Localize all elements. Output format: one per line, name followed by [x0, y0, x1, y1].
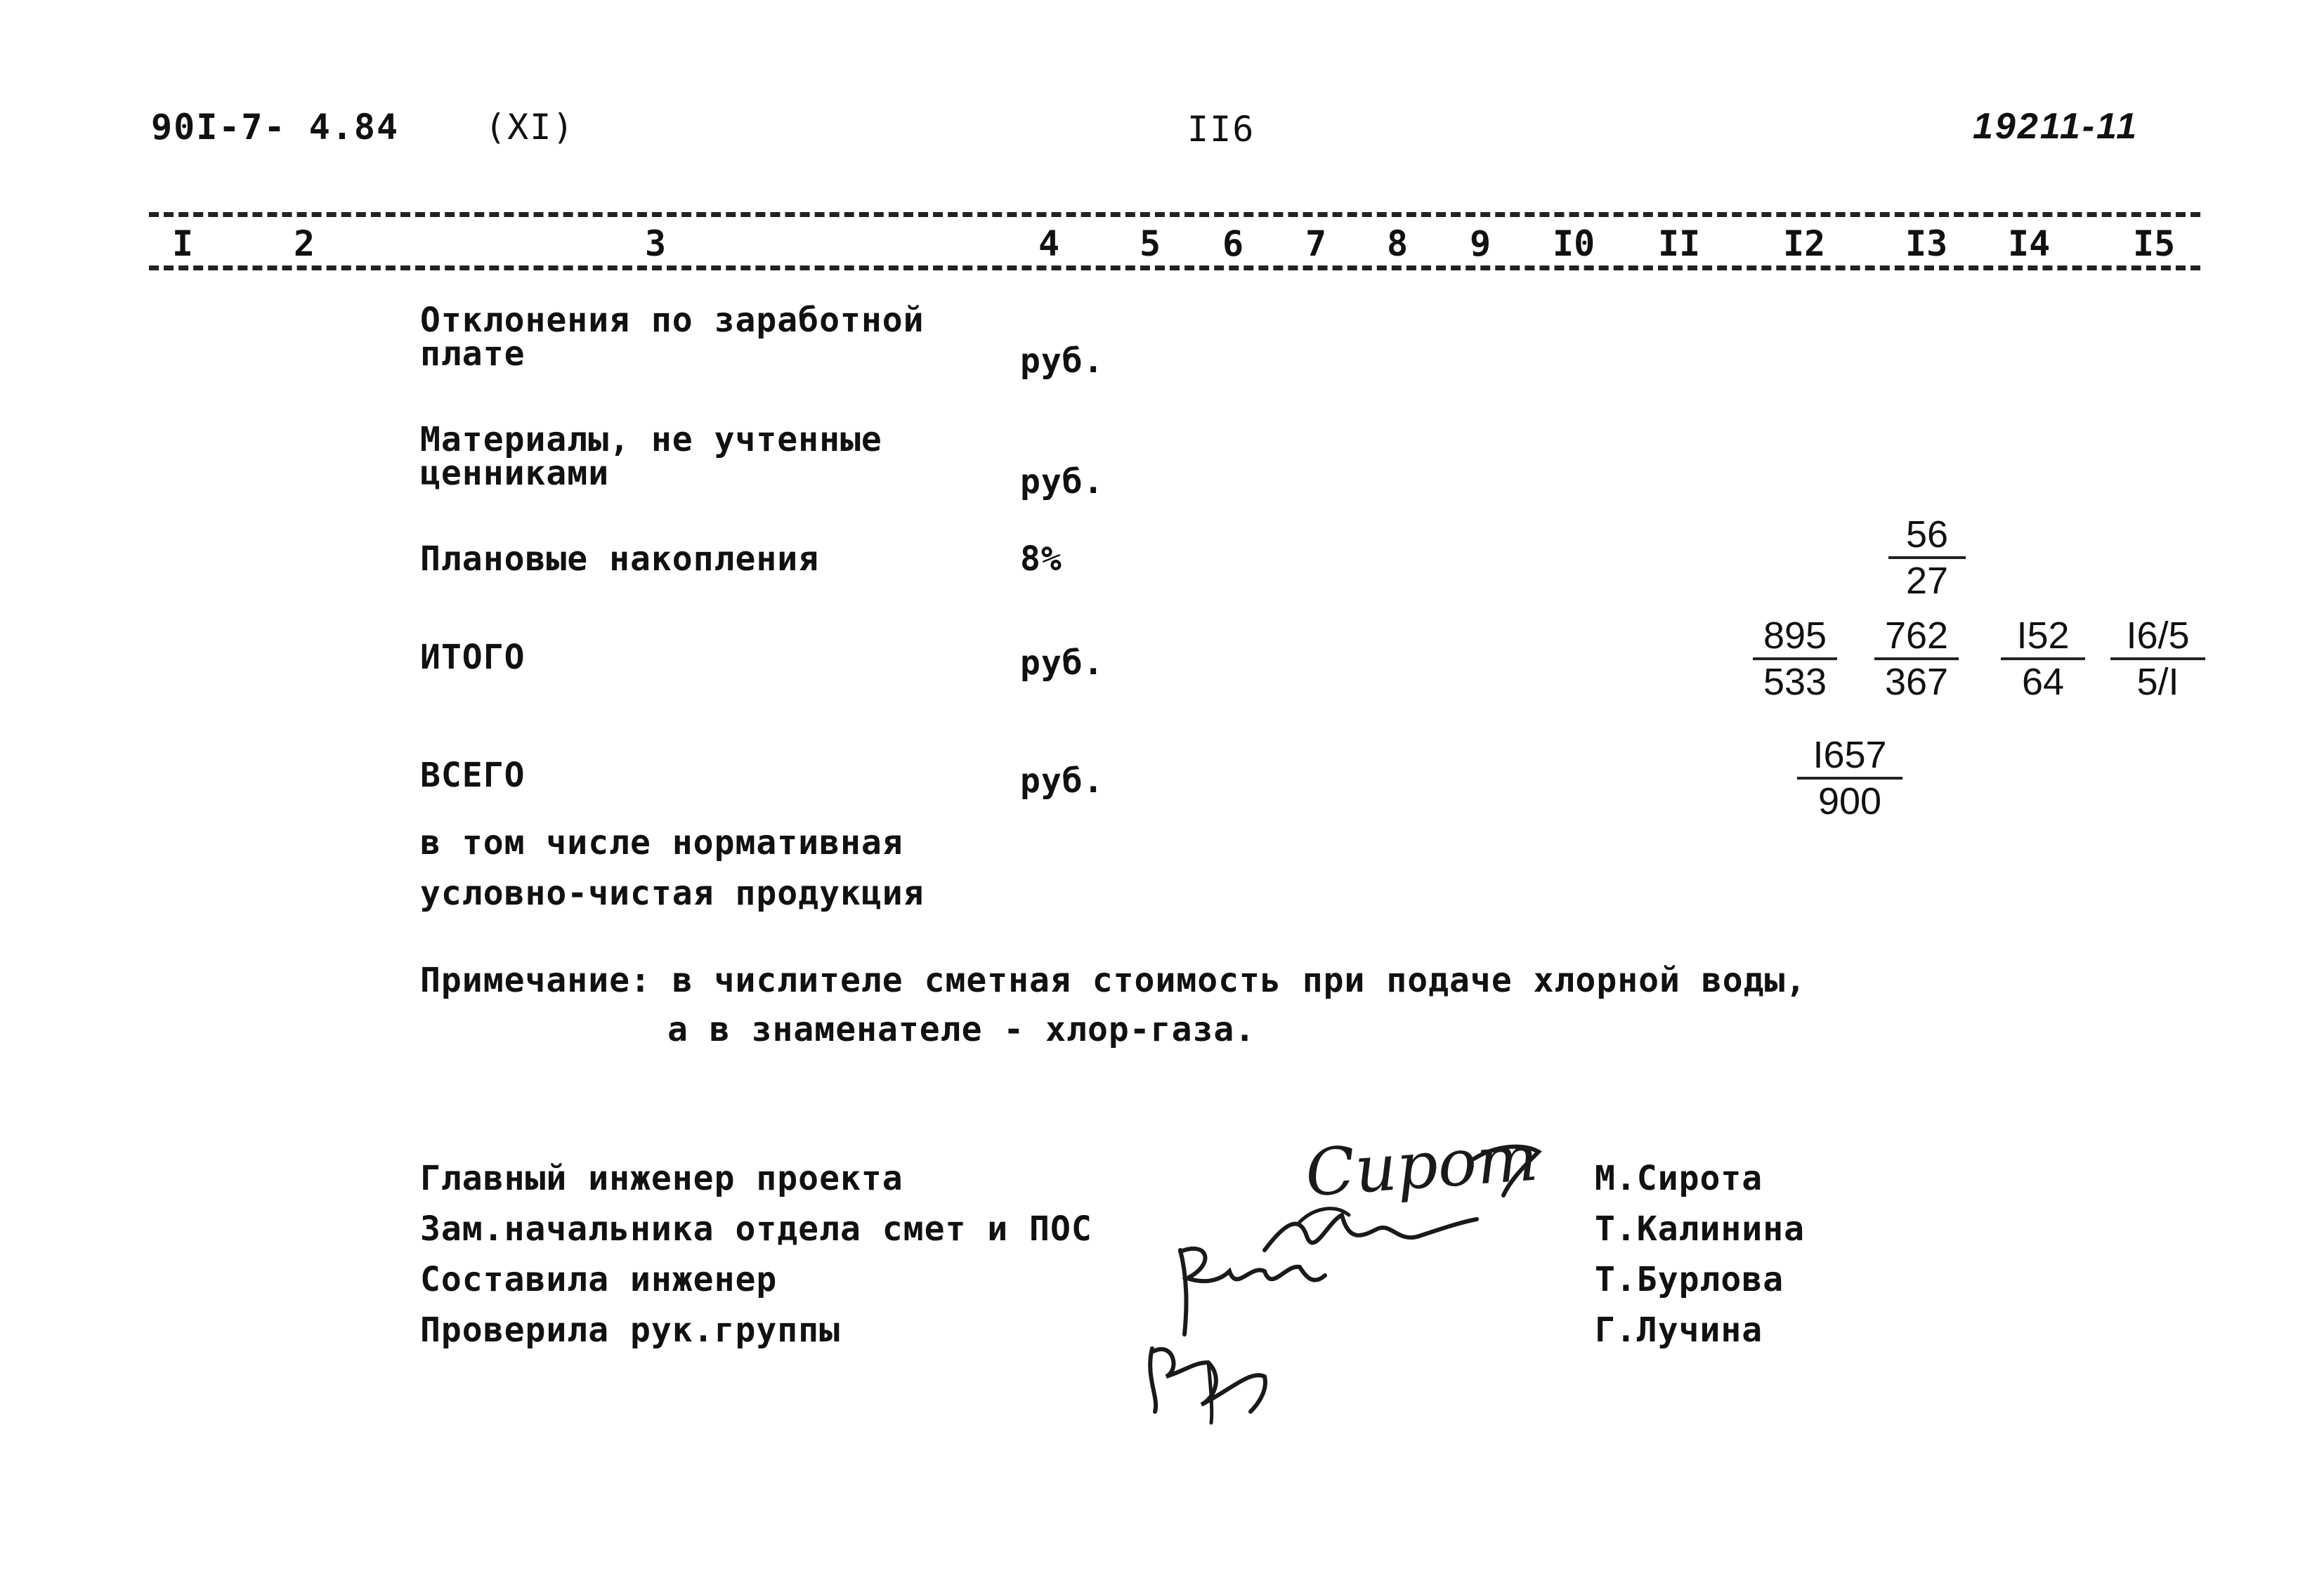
signature-luchina	[1138, 1320, 1279, 1426]
vsego-total-denominator: 900	[1817, 780, 1882, 822]
column-number-9: 9	[1470, 223, 1491, 264]
signature-sirota-handwritten: Сирот	[1303, 1119, 1541, 1211]
itogo-col12-numerator: 895	[1753, 614, 1837, 660]
column-number-5: 5	[1140, 223, 1161, 264]
signature-name-kalinina: Т.Калинина	[1595, 1209, 1805, 1249]
itogo-col15-denominator: 5/I	[2136, 661, 2179, 703]
signature-name-luchina: Г.Лучина	[1595, 1311, 1763, 1350]
signature-sirota-tail	[1468, 1138, 1546, 1201]
vsego-total-fraction	[1797, 733, 1902, 823]
row-vsego-label: ВСЕГО	[420, 756, 525, 795]
signature-role-deputy-head: Зам.начальника отдела смет и ПОС	[420, 1209, 1092, 1249]
row-planned-label: Плановые накопления	[420, 539, 820, 579]
itogo-col15-fraction	[2110, 614, 2205, 704]
signature-role-engineer: Составила инженер	[420, 1260, 778, 1299]
including-line1: в том числе нормативная	[420, 823, 903, 862]
row-materials-unit: руб.	[1020, 462, 1104, 501]
column-number-12: I2	[1783, 223, 1826, 264]
column-number-6: 6	[1222, 223, 1244, 264]
planned-col13-numerator: 56	[1888, 513, 1966, 559]
column-header-top-line	[149, 212, 2200, 217]
including-line2: условно-чистая продукция	[420, 874, 925, 913]
itogo-col14-fraction	[2001, 614, 2085, 704]
itogo-col13-numerator: 762	[1874, 614, 1959, 660]
signature-role-group-head: Проверила рук.группы	[420, 1311, 840, 1350]
signature-name-sirota: М.Сирота	[1595, 1159, 1763, 1198]
note-line2: а в знаменателе - хлор-газа.	[667, 1010, 1256, 1049]
column-number-14: I4	[2008, 223, 2051, 264]
row-deviation-label-line2: плате	[420, 334, 525, 374]
itogo-col13-fraction	[1874, 614, 1959, 704]
note-line1: Примечание: в числителе сметная стоимость при подаче хлорной воды,	[420, 961, 1807, 1000]
row-vsego-unit: руб.	[1020, 761, 1104, 801]
column-number-10: I0	[1553, 223, 1595, 264]
column-number-8: 8	[1387, 223, 1409, 264]
page-number: II6	[1187, 109, 1255, 150]
column-number-1: I	[172, 223, 194, 264]
column-number-13: I3	[1905, 223, 1948, 264]
column-number-7: 7	[1305, 223, 1327, 264]
row-deviation-unit: руб.	[1020, 341, 1104, 381]
row-itogo-unit: руб.	[1020, 643, 1104, 683]
vsego-total-numerator: I657	[1797, 733, 1902, 780]
itogo-col14-numerator: I52	[2001, 614, 2085, 660]
planned-col13-fraction	[1888, 513, 1966, 603]
section-code: (XI)	[485, 107, 575, 147]
archive-number: 19211-11	[1973, 106, 2139, 147]
planned-col13-denominator: 27	[1905, 560, 1949, 602]
itogo-col13-denominator: 367	[1884, 661, 1949, 703]
column-number-15: I5	[2133, 223, 2176, 264]
document-code: 90I-7- 4.84	[151, 107, 400, 147]
row-planned-unit: 8%	[1020, 539, 1062, 579]
column-number-3: 3	[645, 223, 667, 264]
column-header-bottom-line	[149, 265, 2200, 270]
itogo-col12-fraction	[1753, 614, 1837, 704]
column-number-2: 2	[294, 223, 315, 264]
signature-role-chief-engineer: Главный инженер проекта	[420, 1159, 903, 1198]
row-materials-label-line2: ценниками	[420, 454, 610, 493]
column-number-11: II	[1658, 223, 1701, 264]
itogo-col14-denominator: 64	[2021, 661, 2065, 703]
itogo-col12-denominator: 533	[1763, 661, 1827, 703]
itogo-col15-numerator: I6/5	[2110, 614, 2205, 660]
row-deviation-label-line1: Отклонения по заработной	[420, 301, 925, 340]
row-materials-label-line1: Материалы, не учтенные	[420, 420, 882, 459]
row-itogo-label: ИТОГО	[420, 638, 525, 677]
signature-name-burlova: Т.Бурлова	[1595, 1260, 1784, 1299]
column-number-4: 4	[1038, 223, 1060, 264]
